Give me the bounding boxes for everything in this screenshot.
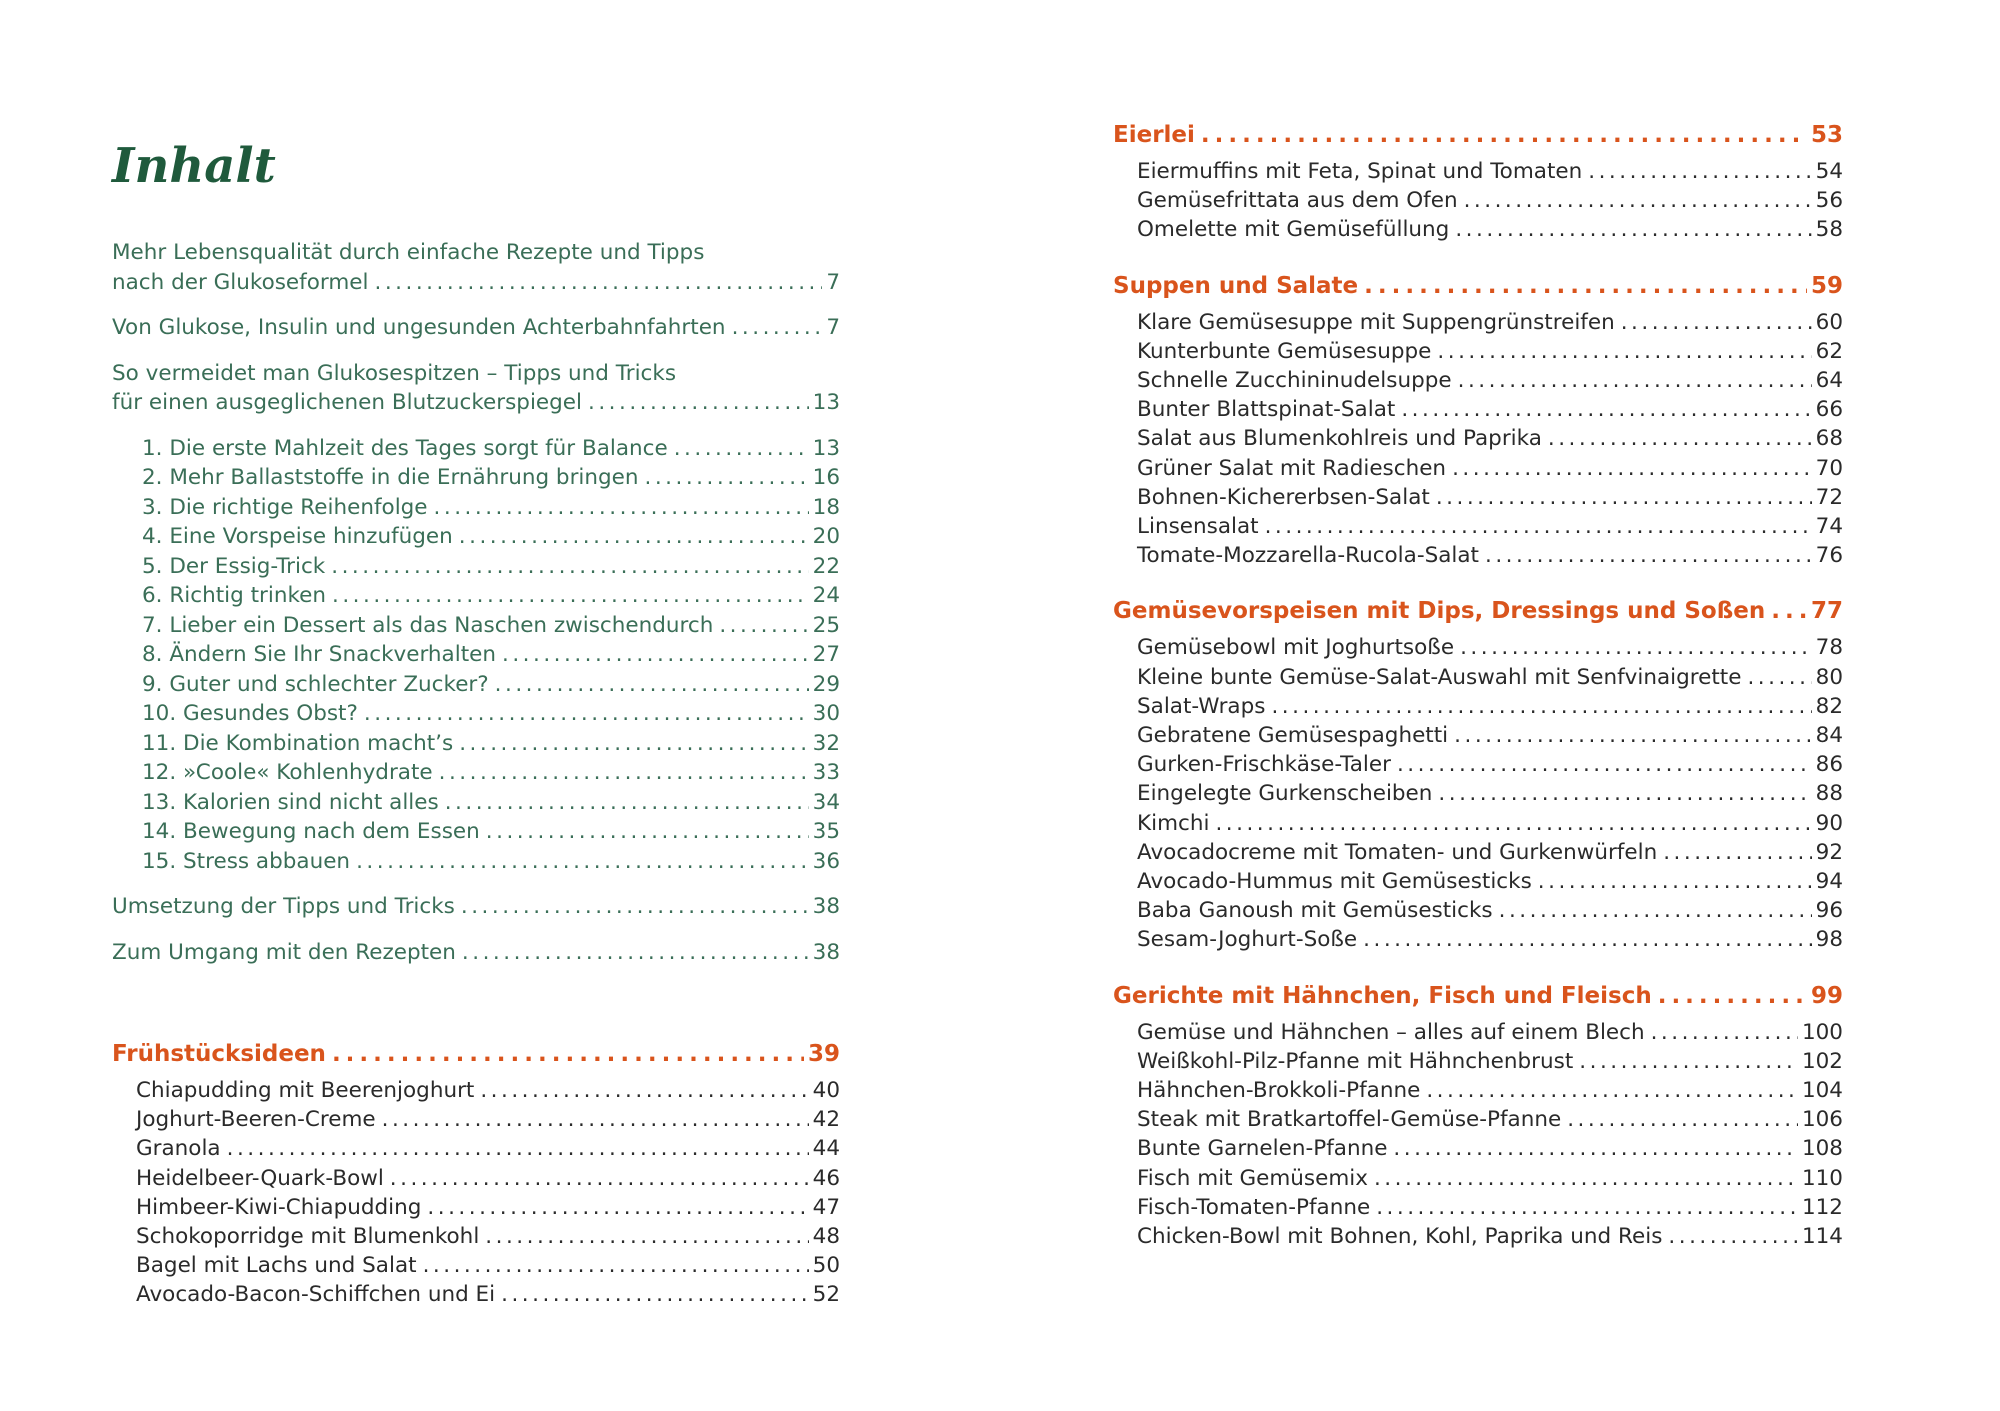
recipe-entry[interactable] [1137, 633, 1843, 662]
dot-leader [459, 522, 809, 552]
entry-page-number: 48 [812, 1224, 840, 1250]
entry-page-number: 7 [826, 315, 840, 340]
recipe-entry[interactable] [1137, 186, 1843, 215]
entry-page-number: 32 [812, 730, 840, 756]
entry-label: Bagel mit Lachs und Salat [136, 1253, 417, 1279]
entry-label: 7. Lieber ein Dessert als das Naschen zwischendurch [142, 612, 714, 638]
recipe-entry[interactable] [1137, 541, 1843, 570]
entry-label: Bunte Garnelen-Pfanne [1137, 1136, 1388, 1162]
entry-page-number: 29 [812, 671, 840, 697]
entry-page-number: 88 [1815, 781, 1843, 807]
dot-leader [356, 847, 809, 877]
entry-page-number: 36 [812, 848, 840, 874]
entry-page-number: 94 [1815, 869, 1843, 895]
tip-entry[interactable] [142, 640, 840, 670]
dot-leader [1201, 120, 1807, 150]
entry-page-number: 39 [807, 1041, 840, 1067]
dot-leader [1454, 721, 1811, 750]
dot-leader [227, 1134, 809, 1163]
recipe-entry[interactable] [1137, 337, 1843, 366]
dot-leader [732, 313, 823, 343]
dot-leader [1658, 981, 1807, 1011]
dot-leader [1215, 809, 1811, 838]
entry-page-number: 24 [812, 583, 840, 608]
dot-leader [1747, 663, 1811, 692]
entry-page-number: 46 [812, 1165, 840, 1191]
entry-label-line2: für einen ausgeglichenen Blutzuckerspiegel [112, 390, 583, 415]
recipe-entry[interactable] [1137, 1193, 1843, 1222]
dot-leader [1393, 1134, 1798, 1163]
toc-entry-umgang-rezepten[interactable] [112, 938, 840, 968]
entry-label: Eierlei [1113, 122, 1195, 148]
dot-leader [461, 892, 809, 922]
entry-label: Himbeer-Kiwi-Chiapudding [136, 1194, 422, 1220]
left-page [112, 120, 840, 1310]
entry-page-number: 52 [812, 1282, 840, 1308]
tip-entry[interactable] [142, 611, 840, 641]
entry-label: Kimchi [1137, 810, 1210, 836]
tip-entry[interactable] [142, 847, 840, 877]
entry-label: Chiapudding mit Beerenjoghurt [136, 1078, 475, 1103]
entry-label: Gebratene Gemüsespaghetti [1137, 723, 1449, 749]
dot-leader [1438, 779, 1811, 808]
recipe-entry[interactable] [1137, 1047, 1843, 1076]
toc-entry-umsetzung[interactable] [112, 892, 840, 922]
recipe-entry[interactable] [1137, 512, 1843, 541]
recipe-entry[interactable] [1137, 1134, 1843, 1163]
entry-label: Avocado-Bacon-Schiffchen und Ei [136, 1282, 496, 1308]
recipe-entry[interactable] [1137, 838, 1843, 867]
recipe-entry[interactable] [1137, 308, 1843, 337]
entry-label: Omelette mit Gemüsefüllung [1137, 217, 1450, 243]
entry-page-number: 38 [812, 894, 840, 919]
recipe-entry[interactable] [1137, 721, 1843, 750]
entry-label: Fisch-Tomaten-Pfanne [1137, 1194, 1371, 1220]
recipe-entry[interactable] [1137, 896, 1843, 925]
entry-page-number: 80 [1815, 664, 1843, 690]
dot-leader [485, 1222, 808, 1251]
entry-page-number: 114 [1801, 1224, 1843, 1250]
recipe-entry[interactable] [136, 1193, 840, 1222]
dot-leader [1436, 483, 1812, 512]
entry-label: Grüner Salat mit Radieschen [1137, 455, 1447, 481]
entry-page-number: 100 [1801, 1019, 1843, 1045]
section-heading[interactable] [1113, 981, 1843, 1011]
recipe-entry[interactable] [1137, 395, 1843, 424]
dot-leader [1376, 1193, 1798, 1222]
dot-leader [1401, 395, 1811, 424]
entry-page-number: 92 [1815, 839, 1843, 865]
dot-leader [1437, 337, 1811, 366]
dot-leader [501, 1280, 809, 1309]
dot-leader [1455, 215, 1811, 244]
section-heading[interactable] [1113, 271, 1843, 301]
entry-page-number: 86 [1815, 752, 1843, 778]
dot-leader [495, 670, 809, 700]
tip-entry[interactable] [142, 493, 840, 523]
entry-page-number: 44 [812, 1136, 840, 1162]
recipe-entry[interactable] [1137, 1222, 1843, 1251]
entry-label: Chicken-Bowl mit Bohnen, Kohl, Paprika und Reis [1137, 1224, 1663, 1250]
entry-page-number: 34 [812, 789, 840, 815]
dot-leader [645, 463, 809, 493]
entry-label: 12. »Coole« Kohlenhydrate [142, 760, 433, 785]
recipe-entry[interactable] [1137, 779, 1843, 808]
dot-leader [1621, 308, 1812, 337]
entry-label: Gerichte mit Hähnchen, Fisch und Fleisch [1113, 982, 1652, 1009]
entry-page-number: 77 [1810, 598, 1843, 625]
entry-page-number: 13 [812, 435, 840, 461]
entry-label: Gemüsefrittata aus dem Ofen [1137, 188, 1458, 214]
dot-leader [588, 388, 809, 418]
tip-entry[interactable] [142, 817, 840, 847]
dot-leader [423, 1251, 809, 1280]
tip-entry[interactable] [142, 729, 840, 759]
dot-leader [1363, 925, 1811, 954]
entry-label: 10. Gesundes Obst? [142, 701, 358, 726]
entry-label-line2: nach der Glukoseformel [112, 269, 369, 295]
entry-page-number: 72 [1815, 484, 1843, 510]
tip-entry[interactable] [142, 522, 840, 552]
entry-page-number: 96 [1815, 898, 1843, 924]
dot-leader [1271, 692, 1811, 721]
entry-page-number: 64 [1815, 368, 1843, 394]
toc-entry-glukosespitzen[interactable] [112, 359, 840, 418]
recipe-entry[interactable] [1137, 663, 1843, 692]
entry-label: Kleine bunte Gemüse-Salat-Auswahl mit Senfvinaigrette [1137, 664, 1742, 690]
dot-leader [1397, 750, 1812, 779]
recipe-entry[interactable] [136, 1164, 840, 1193]
dot-leader [364, 699, 809, 729]
entry-label: Gemüsebowl mit Joghurtsoße [1137, 635, 1455, 661]
section-gerichte [1113, 981, 1843, 1252]
entry-label: 1. Die erste Mahlzeit des Tages sorgt für Balance [142, 435, 668, 461]
entry-page-number: 38 [812, 939, 840, 965]
entry-label: Salat-Wraps [1137, 693, 1266, 719]
entry-label-line1: So vermeidet man Glukosespitzen – Tipps und Tricks [112, 360, 677, 386]
entry-page-number: 106 [1801, 1107, 1843, 1133]
dot-leader [331, 552, 808, 582]
dot-leader [462, 938, 809, 968]
recipe-entry[interactable] [1137, 809, 1843, 838]
entry-label: 14. Bewegung nach dem Essen [142, 819, 480, 844]
dot-leader [382, 1105, 809, 1134]
recipe-entry[interactable] [1137, 366, 1843, 395]
entry-page-number: 59 [1810, 272, 1843, 299]
section-suppen-salate [1113, 271, 1843, 571]
entry-label: 8. Ändern Sie Ihr Snackverhalten [142, 642, 496, 667]
section-eierlei [1113, 120, 1843, 245]
dot-leader [332, 581, 809, 611]
dot-leader [1588, 157, 1811, 186]
entry-label: Granola [136, 1136, 221, 1162]
entry-label: Umsetzung der Tipps und Tricks [112, 894, 455, 919]
section-recipe-list [1113, 1018, 1843, 1252]
entry-page-number: 22 [812, 553, 840, 579]
toc-entry-glukose-insulin[interactable] [112, 313, 840, 343]
entry-label: Kunterbunte Gemüsesuppe [1137, 338, 1432, 364]
tip-entry[interactable] [142, 670, 840, 700]
toc-entry-lebensqualitaet[interactable] [112, 238, 840, 297]
entry-label: 11. Die Kombination macht’s [142, 730, 454, 756]
dot-leader [486, 817, 809, 847]
entry-page-number: 98 [1815, 927, 1843, 953]
dot-leader [1364, 271, 1807, 301]
entry-label: Bunter Blattspinat-Salat [1137, 397, 1396, 423]
entry-page-number: 7 [826, 269, 840, 295]
recipe-entry[interactable] [136, 1222, 840, 1251]
dot-leader [445, 788, 809, 818]
entry-label: 5. Der Essig-Trick [142, 553, 326, 579]
section-recipe-list [112, 1076, 840, 1310]
entry-label: Bohnen-Kichererbsen-Salat [1137, 484, 1430, 510]
recipe-entry[interactable] [136, 1134, 840, 1163]
entry-label: Von Glukose, Insulin und ungesunden Achterbahnfahrten [112, 315, 726, 340]
entry-page-number: 50 [812, 1253, 840, 1279]
entry-label: Eiermuffins mit Feta, Spinat und Tomaten [1137, 159, 1583, 184]
recipe-entry[interactable] [1137, 750, 1843, 779]
entry-page-number: 90 [1815, 810, 1843, 836]
section-fruehstueck [112, 1039, 840, 1310]
entry-page-number: 110 [1801, 1165, 1843, 1191]
entry-label: 9. Guter und schlechter Zucker? [142, 671, 489, 697]
entry-page-number: 13 [812, 390, 840, 415]
recipe-entry[interactable] [1137, 1105, 1843, 1134]
entry-label: Tomate-Mozzarella-Rucola-Salat [1137, 543, 1479, 569]
dot-leader [1485, 541, 1812, 570]
dot-leader [459, 729, 808, 759]
dot-leader [332, 1039, 804, 1069]
dot-leader [427, 1193, 808, 1222]
entry-label: 13. Kalorien sind nicht alles [142, 789, 439, 815]
entry-page-number: 47 [812, 1194, 840, 1220]
entry-page-number: 53 [1810, 122, 1843, 148]
toc-title: Inhalt [112, 138, 276, 194]
dot-leader [1464, 186, 1812, 215]
section-recipe-list [1113, 633, 1843, 954]
tip-entry[interactable] [142, 552, 840, 582]
entry-label: 6. Richtig trinken [142, 583, 326, 608]
dot-leader [1538, 867, 1812, 896]
dot-leader [1265, 512, 1812, 541]
entry-page-number: 40 [812, 1078, 840, 1103]
entry-page-number: 112 [1801, 1194, 1843, 1220]
entry-label: Salat aus Blumenkohlreis und Paprika [1137, 426, 1542, 452]
entry-label: Steak mit Bratkartoffel-Gemüse-Pfanne [1137, 1107, 1562, 1133]
recipe-entry[interactable] [1137, 1076, 1843, 1105]
entry-page-number: 20 [812, 524, 840, 549]
entry-page-number: 82 [1815, 693, 1843, 719]
dot-leader [719, 611, 808, 641]
entry-label: Eingelegte Gurkenscheiben [1137, 781, 1433, 807]
recipe-entry[interactable] [1137, 925, 1843, 954]
entry-page-number: 58 [1815, 217, 1843, 243]
entry-page-number: 54 [1815, 159, 1843, 184]
entry-label: Gemüse und Hähnchen – alles auf einem Blech [1137, 1019, 1645, 1045]
recipe-entry[interactable] [136, 1251, 840, 1280]
recipe-entry[interactable] [1137, 867, 1843, 896]
dot-leader [1374, 1164, 1798, 1193]
entry-page-number: 108 [1801, 1136, 1843, 1162]
entry-label: Linsensalat [1137, 514, 1259, 540]
entry-label: 4. Eine Vorspeise hinzufügen [142, 524, 453, 549]
section-heading[interactable] [1113, 596, 1843, 626]
entry-label: Sesam-Joghurt-Soße [1137, 927, 1358, 953]
entry-page-number: 99 [1810, 982, 1843, 1009]
entry-label-line1: Mehr Lebensqualität durch einfache Rezepte und Tipps [112, 240, 705, 265]
recipe-entry[interactable] [1137, 483, 1843, 512]
dot-leader [1579, 1047, 1798, 1076]
section-recipe-list [1113, 308, 1843, 571]
entry-label: Baba Ganoush mit Gemüsesticks [1137, 898, 1493, 924]
tip-entry[interactable] [142, 699, 840, 729]
entry-page-number: 70 [1815, 455, 1843, 481]
dot-leader [502, 640, 809, 670]
section-heading[interactable] [112, 1039, 840, 1069]
recipe-entry[interactable] [1137, 1018, 1843, 1047]
entry-label: 3. Die richtige Reihenfolge [142, 494, 428, 520]
recipe-entry[interactable] [136, 1280, 840, 1309]
entry-label: Schokoporridge mit Blumenkohl [136, 1224, 480, 1250]
recipe-entry[interactable] [1137, 215, 1843, 244]
tip-entry[interactable] [142, 788, 840, 818]
entry-page-number: 102 [1801, 1048, 1843, 1074]
dot-leader [1458, 366, 1812, 395]
tip-entry[interactable] [142, 758, 840, 788]
dot-leader [1499, 896, 1812, 925]
dot-leader [1426, 1076, 1798, 1105]
entry-page-number: 56 [1815, 188, 1843, 214]
entry-label: 2. Mehr Ballaststoffe in die Ernährung bringen [142, 465, 639, 490]
entry-label: Fisch mit Gemüsemix [1137, 1165, 1368, 1191]
section-gemuesevorspeisen [1113, 596, 1843, 954]
entry-page-number: 76 [1815, 543, 1843, 569]
recipe-entry[interactable] [1137, 692, 1843, 721]
entry-page-number: 68 [1815, 426, 1843, 452]
entry-label: 15. Stress abbauen [142, 848, 351, 874]
dot-leader [390, 1164, 809, 1193]
right-page [1113, 120, 1843, 1277]
tip-entry[interactable] [142, 463, 840, 493]
dot-leader [1567, 1105, 1798, 1134]
entry-page-number: 18 [812, 494, 840, 520]
entry-label: Schnelle Zucchininudelsuppe [1137, 368, 1452, 394]
entry-label: Gemüsevorspeisen mit Dips, Dressings und Soßen [1113, 598, 1766, 625]
entry-page-number: 104 [1801, 1078, 1843, 1104]
dot-leader [1460, 633, 1812, 662]
entry-page-number: 78 [1815, 635, 1843, 661]
entry-label: Frühstücksideen [112, 1041, 326, 1067]
entry-page-number: 35 [812, 819, 840, 844]
recipe-entry[interactable] [1137, 1164, 1843, 1193]
dot-leader [1548, 424, 1812, 453]
dot-leader [1452, 454, 1812, 483]
entry-label: Avocadocreme mit Tomaten- und Gurkenwürfeln [1137, 839, 1658, 865]
dot-leader [1668, 1222, 1798, 1251]
entry-page-number: 30 [812, 701, 840, 726]
entry-label: Suppen und Salate [1113, 272, 1359, 299]
dot-leader [439, 758, 809, 788]
dot-leader [1771, 596, 1807, 626]
section-recipe-list [1113, 157, 1843, 245]
entry-label: Avocado-Hummus mit Gemüsesticks [1137, 869, 1532, 895]
entry-label: Joghurt-Beeren-Creme [136, 1107, 376, 1133]
dot-leader [480, 1076, 808, 1105]
entry-page-number: 62 [1815, 338, 1843, 364]
entry-page-number: 84 [1815, 723, 1843, 749]
recipe-entry[interactable] [136, 1076, 840, 1105]
entry-label: Zum Umgang mit den Rezepten [112, 939, 456, 965]
entry-label: Weißkohl-Pilz-Pfanne mit Hähnchenbrust [1137, 1048, 1574, 1074]
entry-page-number: 33 [812, 760, 840, 785]
recipe-entry[interactable] [1137, 424, 1843, 453]
entry-page-number: 25 [812, 612, 840, 638]
dot-leader [674, 434, 809, 464]
entry-page-number: 66 [1815, 397, 1843, 423]
entry-label: Gurken-Frischkäse-Taler [1137, 752, 1391, 778]
recipe-entry[interactable] [1137, 454, 1843, 483]
entry-page-number: 42 [812, 1107, 840, 1133]
section-heading[interactable] [1113, 120, 1843, 150]
tips-list [112, 434, 840, 877]
tip-entry[interactable] [142, 434, 840, 464]
entry-label: Klare Gemüsesuppe mit Suppengrünstreifen [1137, 309, 1615, 335]
entry-label: Hähnchen-Brokkoli-Pfanne [1137, 1078, 1421, 1104]
entry-page-number: 60 [1815, 309, 1843, 335]
entry-page-number: 74 [1815, 514, 1843, 540]
entry-page-number: 16 [812, 465, 840, 490]
dot-leader [1663, 838, 1811, 867]
entry-label: Heidelbeer-Quark-Bowl [136, 1165, 384, 1191]
recipe-entry[interactable] [1137, 157, 1843, 186]
tip-entry[interactable] [142, 581, 840, 611]
dot-leader [375, 268, 823, 298]
recipe-entry[interactable] [136, 1105, 840, 1134]
entry-page-number: 27 [812, 642, 840, 667]
dot-leader [1651, 1018, 1798, 1047]
dot-leader [434, 493, 809, 523]
